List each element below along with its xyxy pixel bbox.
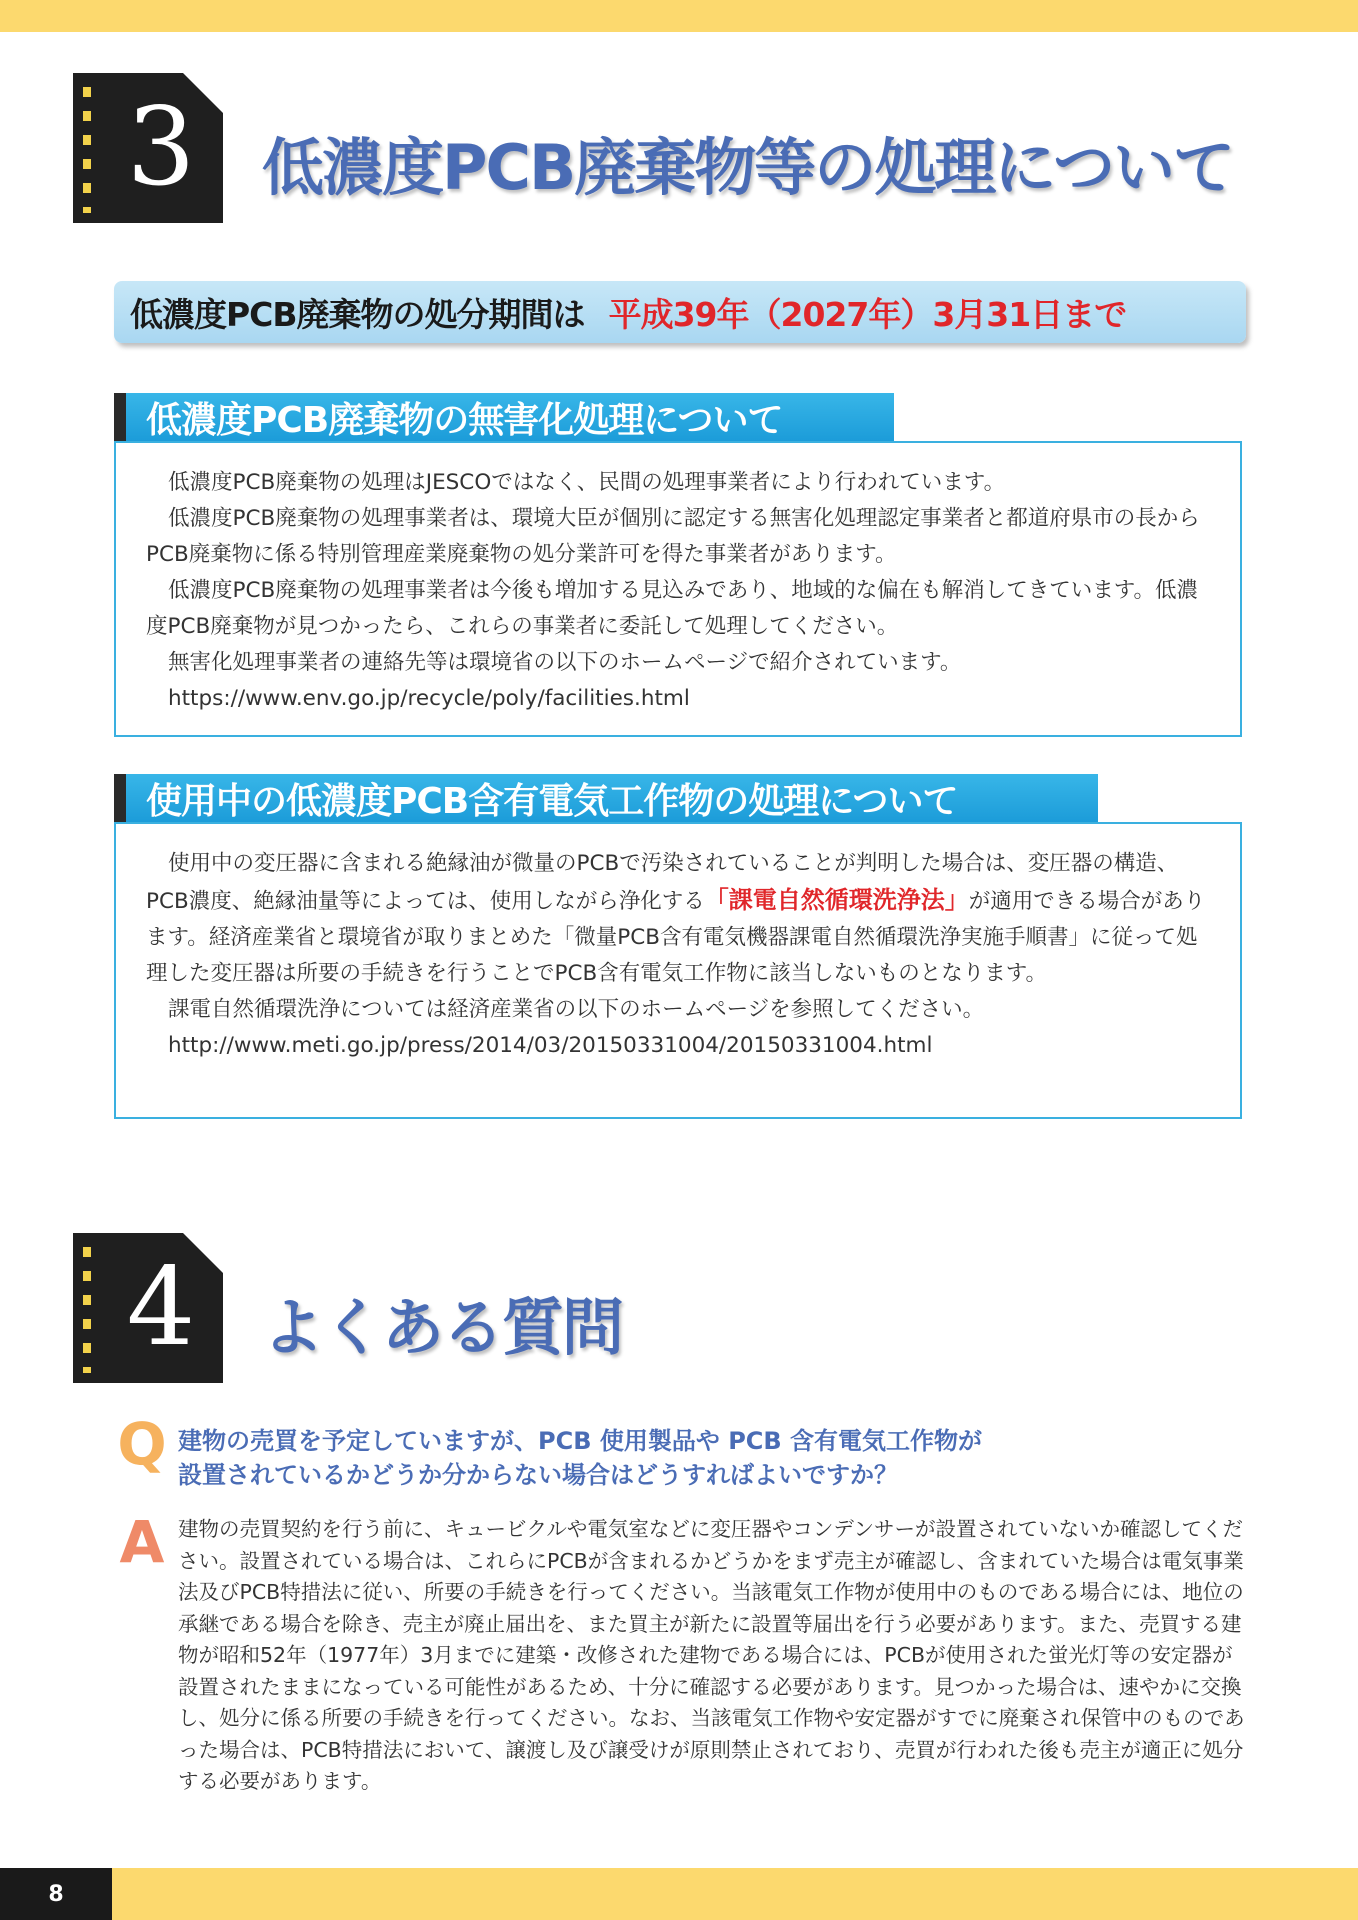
heading-bar xyxy=(114,393,126,441)
subsection-2-box xyxy=(114,822,1242,1119)
section-3-number: 3 xyxy=(126,85,196,210)
highlight-method: 「課電自然循環洗浄法」 xyxy=(704,886,969,914)
top-band xyxy=(0,0,1358,32)
env-url-link[interactable]: https://www.env.go.jp/recycle/poly/facilities.html xyxy=(168,686,690,711)
subsection-1-heading xyxy=(114,393,894,441)
subsection-2-heading-text: 使用中の低濃度PCB含有電気工作物の処理について xyxy=(146,780,958,822)
subsection-1-paragraph: 無害化処理事業者の連絡先等は環境省の以下のホームページで紹介されています。 xyxy=(168,650,962,675)
para-text-before: 使用中の変圧器に含まれる絶縁油が微量のPCBで汚染されていることが判明した場合は、変圧器の構造、PCB濃度、絶縁油量等によっては、使用しながら浄化する xyxy=(146,851,1179,914)
page-number: 8 xyxy=(0,1868,112,1920)
question-line: 設置されているかどうか分からない場合はどうすればよいですか？ xyxy=(178,1461,898,1489)
section-3-title: 低濃度PCB廃棄物等の処理について xyxy=(262,131,1233,204)
subsection-2-paragraph: 課電自然循環洗浄については経済産業省の以下のホームページを参照してください。 xyxy=(168,997,985,1022)
subsection-2-heading xyxy=(114,774,1098,822)
subsection-1-paragraph: 低濃度PCB廃棄物の処理事業者は今後も増加する見込みであり、地域的な偏在も解消してきています。低濃度PCB廃棄物が見つかったら、これらの事業者に委託して処理してください。 xyxy=(146,578,1199,639)
para-text-after: が適用できる場合があります。経済産業省と環境省が取りまとめた「微量PCB含有電気機器課電自然循環洗浄実施手順書」に従って処理した変圧器は所要の手続きを行うことでPCB含有電気工作物に該当しないものとなります。 xyxy=(146,889,1206,986)
faq-question xyxy=(178,1424,1228,1492)
deadline-label: 低濃度PCB廃棄物の処分期間は xyxy=(130,294,585,334)
section-3-badge xyxy=(73,73,223,223)
faq-answer: 建物の売買契約を行う前に、キュービクルや電気室などに変圧器やコンデンサーが設置されていないか確認してください。設置されている場合は、これらにPCBが含まれるかどうかをまず売主が確認し、含まれていた場合は電気事業法及びPCB特措法に従い、所要の手続きを行ってください。当該電気工作物が使用中のものである場合には、地位の承継である場合を除き、売主が廃止届出を、また買主が新たに設置等届出を行う必要があります。また、売買する建物が昭和52年（1977年）3月までに建築・改修された建物である場合には、PCBが使用された蛍光灯等の安定器が設置されたままになっている可能性があるため、十分に確認する必要があります。見つかった場合は、速やかに交換し、処分に係る所要の手続きを行ってください。なお、当該電気工作物や安定器がすでに廃棄され保管中のものであった場合は、PCB特措法において、譲渡し及び譲受けが原則禁止されており、売買が行われた後も売主が適正に処分する必要があります。 xyxy=(178,1517,1245,1793)
question-icon: Q xyxy=(117,1410,167,1478)
subsection-1-box xyxy=(114,441,1242,737)
deadline-date: 平成39年（2027年）3月31日まで xyxy=(608,294,1127,334)
heading-bar xyxy=(114,774,126,822)
subsection-1-heading-text: 低濃度PCB廃棄物の無害化処理について xyxy=(146,399,783,441)
bottom-band xyxy=(0,1868,1358,1920)
section-4-number: 4 xyxy=(126,1245,196,1370)
section-4-title: よくある質問 xyxy=(262,1291,623,1364)
section-4-badge xyxy=(73,1233,223,1383)
deadline-banner xyxy=(114,281,1246,343)
answer-icon: A xyxy=(119,1508,165,1576)
subsection-2-paragraph xyxy=(146,846,1210,992)
meti-url-link[interactable]: http://www.meti.go.jp/press/2014/03/20150331004/20150331004.html xyxy=(168,1033,933,1058)
subsection-1-paragraph: 低濃度PCB廃棄物の処理はJESCOではなく、民間の処理事業者により行われています。 xyxy=(168,470,1006,495)
question-line: 建物の売買を予定していますが、PCB 使用製品や PCB 含有電気工作物が xyxy=(178,1427,983,1455)
subsection-1-paragraph: 低濃度PCB廃棄物の処理事業者は、環境大臣が個別に認定する無害化処理認定事業者と都道府県市の長からPCB廃棄物に係る特別管理産業廃棄物の処分業許可を得た事業者があります。 xyxy=(146,506,1200,567)
